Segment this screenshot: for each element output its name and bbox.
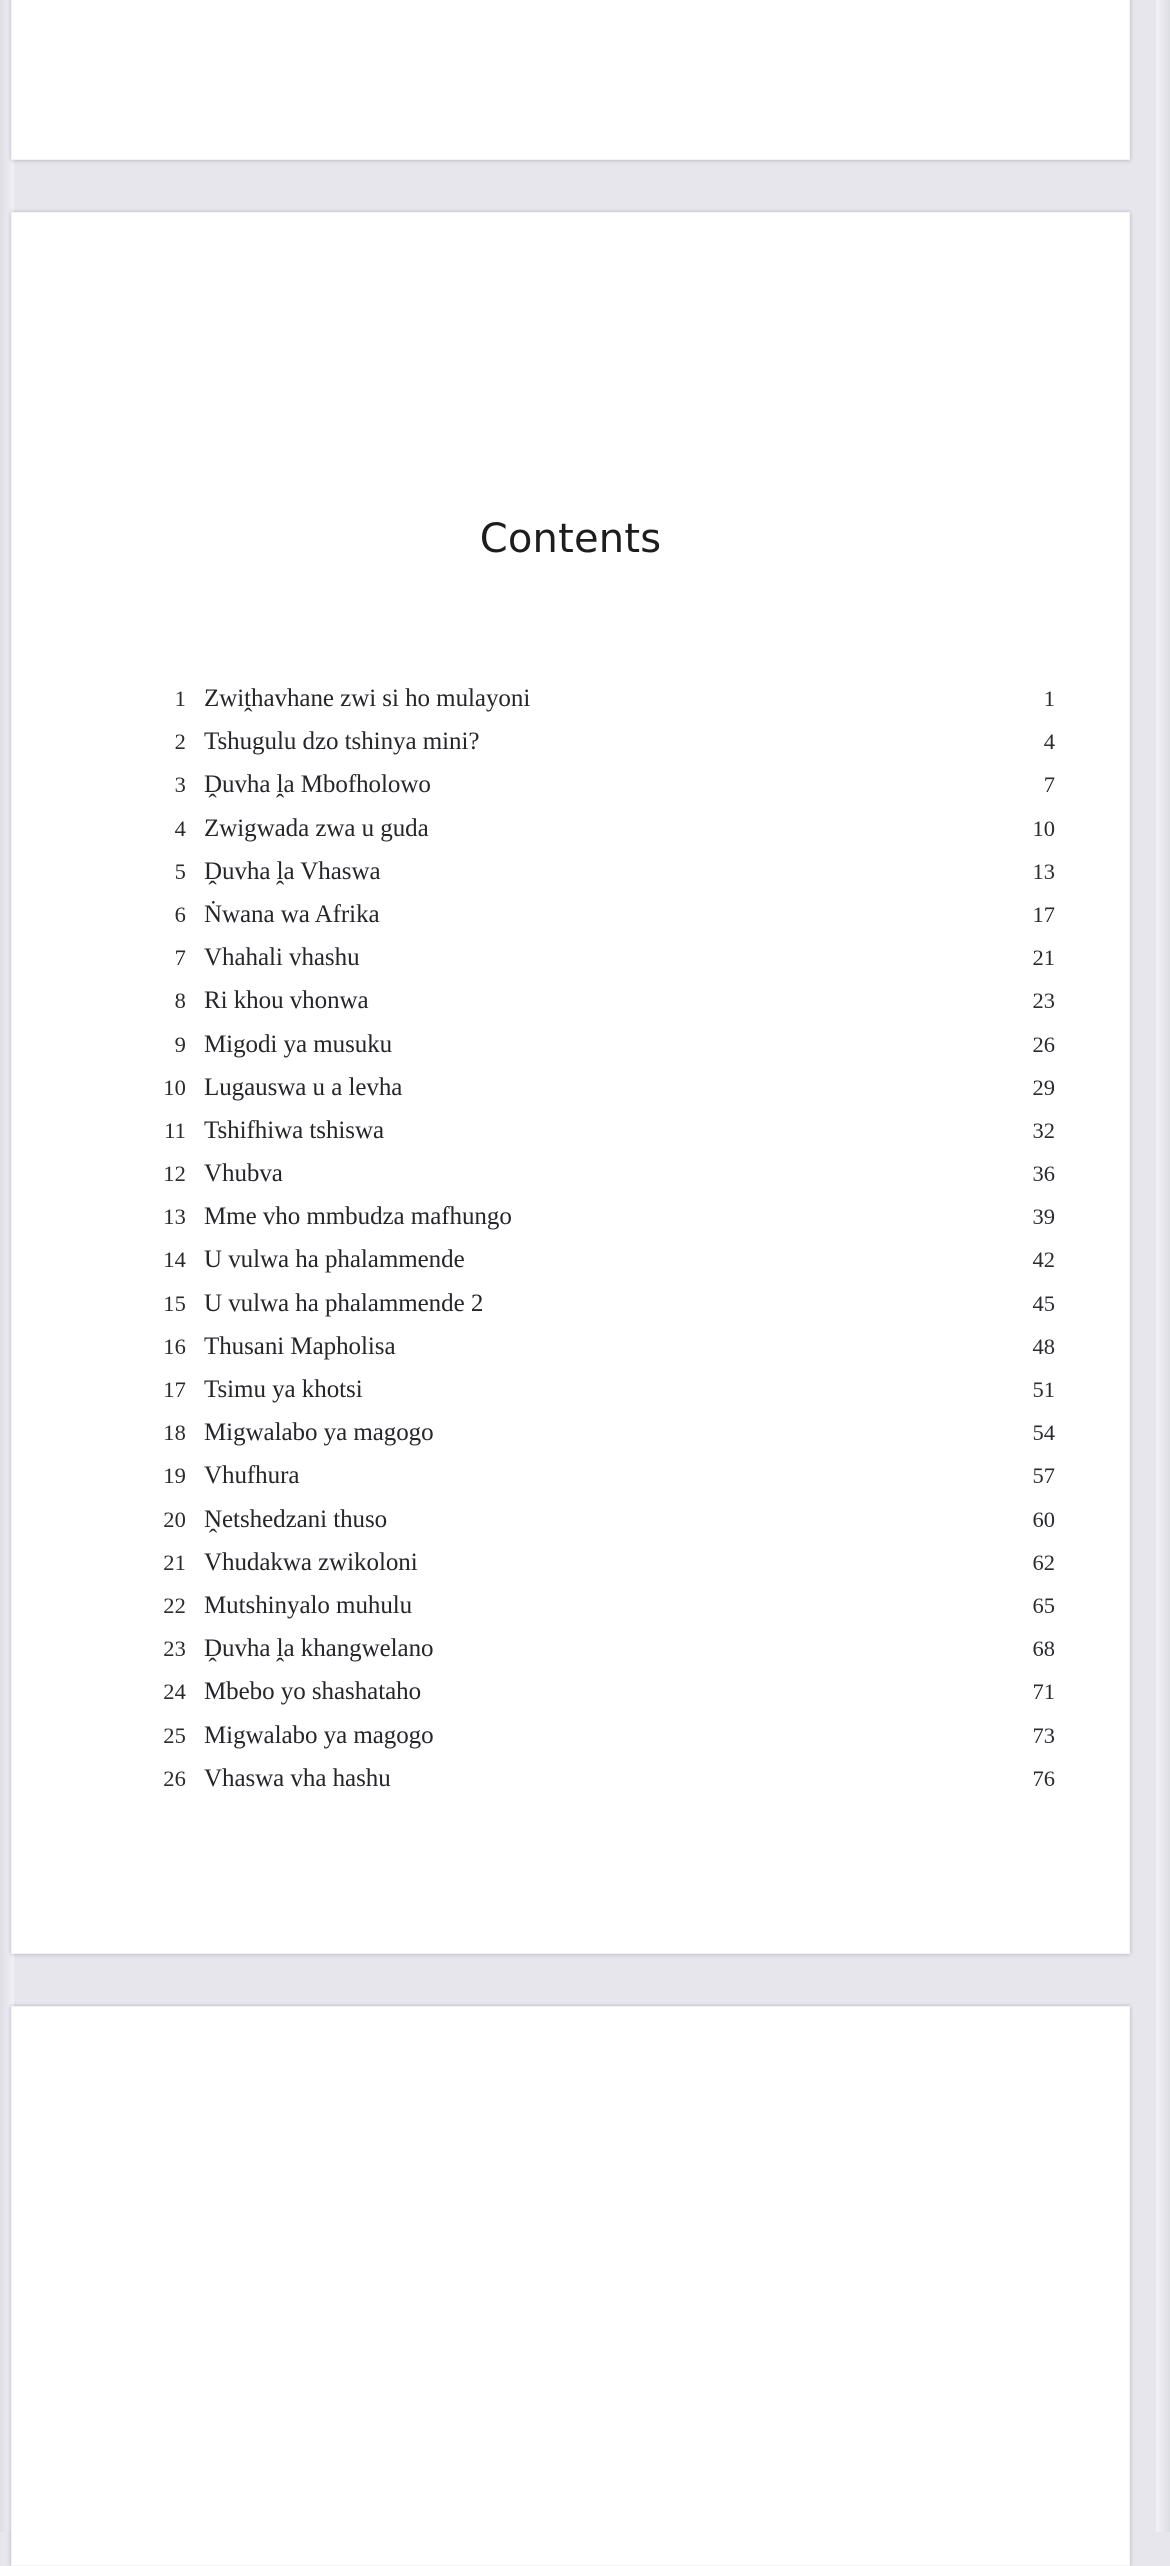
toc-entry[interactable] bbox=[140, 1376, 1055, 1419]
toc-entry-page-number: 26 bbox=[1032, 1031, 1055, 1057]
toc-entry-page-number: 21 bbox=[1032, 945, 1055, 971]
toc-entry[interactable] bbox=[140, 1333, 1055, 1376]
toc-entry-number: 11 bbox=[164, 1117, 186, 1143]
toc-entry[interactable] bbox=[140, 1678, 1055, 1721]
toc-entry-title[interactable]: Mme vho mmbudza mafhungo bbox=[204, 1203, 512, 1231]
toc-entry[interactable] bbox=[140, 1117, 1055, 1160]
toc-entry[interactable] bbox=[140, 1203, 1055, 1246]
toc-entry-page-number: 48 bbox=[1032, 1333, 1055, 1359]
toc-entry[interactable] bbox=[140, 1419, 1055, 1462]
toc-entry-title[interactable]: Vhudakwa zwikoloni bbox=[204, 1548, 418, 1576]
toc-entry[interactable] bbox=[140, 1462, 1055, 1505]
toc-entry-number: 8 bbox=[174, 988, 186, 1014]
toc-entry-page-number: 17 bbox=[1032, 901, 1055, 927]
toc-entry-number: 6 bbox=[174, 901, 186, 927]
toc-entry-title[interactable]: Thusani Mapholisa bbox=[204, 1332, 396, 1360]
toc-entry-page-number: 57 bbox=[1032, 1463, 1055, 1489]
toc-entry-title[interactable]: Tshugulu dzo tshinya mini? bbox=[204, 728, 480, 756]
toc-entry[interactable] bbox=[140, 1160, 1055, 1203]
toc-entry[interactable] bbox=[140, 1246, 1055, 1289]
toc-entry-number: 22 bbox=[163, 1592, 186, 1618]
toc-entry-page-number: 73 bbox=[1032, 1722, 1055, 1748]
toc-entry-number: 1 bbox=[174, 686, 186, 711]
toc-entry-page-number: 39 bbox=[1032, 1204, 1055, 1230]
toc-entry-number: 3 bbox=[174, 772, 186, 798]
toc-entry[interactable] bbox=[140, 815, 1055, 858]
toc-entry-page-number: 7 bbox=[1043, 772, 1055, 798]
toc-entry-title[interactable]: Zwiṱhavhane zwi si ho mulayoni bbox=[204, 685, 531, 712]
toc-entry[interactable] bbox=[140, 1031, 1055, 1074]
toc-entry-page-number: 60 bbox=[1032, 1506, 1055, 1532]
toc-entry-number: 23 bbox=[163, 1636, 186, 1662]
toc-entry-title[interactable]: Mbebo yo shashataho bbox=[204, 1678, 422, 1706]
page-title: Contents bbox=[479, 516, 662, 562]
toc-entry[interactable] bbox=[140, 858, 1055, 901]
toc-entry-page-number: 32 bbox=[1032, 1117, 1055, 1143]
toc-entry-number: 25 bbox=[163, 1722, 186, 1748]
toc-entry-number: 21 bbox=[163, 1549, 186, 1575]
toc-entry[interactable] bbox=[140, 1506, 1055, 1549]
toc-entry-page-number: 65 bbox=[1032, 1592, 1055, 1618]
toc-entry-number: 9 bbox=[174, 1031, 186, 1057]
toc-entry-number: 20 bbox=[163, 1506, 186, 1532]
toc-entry-number: 2 bbox=[174, 729, 186, 755]
toc-entry-title[interactable]: Migodi ya musuku bbox=[204, 1030, 393, 1058]
toc-entry-number: 12 bbox=[163, 1161, 186, 1187]
toc-entry-page-number: 10 bbox=[1032, 815, 1055, 841]
toc-entry-number: 26 bbox=[163, 1765, 186, 1791]
toc-entry-page-number: 23 bbox=[1032, 988, 1055, 1014]
toc-entry-title[interactable]: Vhahali vhashu bbox=[204, 944, 360, 972]
toc-entry[interactable] bbox=[140, 1549, 1055, 1592]
toc-entry[interactable] bbox=[140, 1722, 1055, 1765]
toc-entry-page-number: 62 bbox=[1032, 1549, 1055, 1575]
toc-entry[interactable] bbox=[140, 1290, 1055, 1333]
toc-entry-number: 18 bbox=[163, 1420, 186, 1446]
toc-entry-title[interactable]: Vhufhura bbox=[204, 1462, 300, 1490]
toc-entry[interactable] bbox=[140, 1765, 1055, 1808]
toc-entry-title[interactable]: Tsimu ya khotsi bbox=[204, 1376, 363, 1403]
toc-entry-number: 5 bbox=[174, 858, 186, 884]
toc-entry[interactable] bbox=[140, 728, 1055, 771]
toc-entry-page-number: 1 bbox=[1043, 686, 1055, 711]
toc-entry-title[interactable]: Migwalabo ya magogo bbox=[204, 1721, 434, 1749]
toc-entry-number: 16 bbox=[163, 1333, 186, 1359]
toc-entry-page-number: 29 bbox=[1032, 1074, 1055, 1100]
toc-entry-page-number: 13 bbox=[1032, 858, 1055, 884]
toc-entry-page-number: 76 bbox=[1032, 1765, 1055, 1791]
toc-entry-page-number: 68 bbox=[1032, 1636, 1055, 1662]
toc-entry-page-number: 51 bbox=[1032, 1377, 1055, 1402]
toc-entry-page-number: 36 bbox=[1032, 1161, 1055, 1187]
toc-entry[interactable] bbox=[140, 901, 1055, 944]
toc-entry-page-number: 71 bbox=[1032, 1679, 1055, 1705]
toc-entry-page-number: 45 bbox=[1032, 1290, 1055, 1316]
toc-entry[interactable] bbox=[140, 771, 1055, 814]
toc-entry-page-number: 54 bbox=[1032, 1420, 1055, 1446]
toc-entry-number: 15 bbox=[163, 1290, 186, 1316]
toc-entry-title[interactable]: Ri khou vhonwa bbox=[204, 987, 369, 1015]
toc-entry-title[interactable]: Ṅwana wa Afrika bbox=[204, 900, 380, 928]
table-of-contents bbox=[140, 685, 1055, 1808]
toc-entry-title[interactable]: Vhaswa vha hashu bbox=[204, 1764, 391, 1792]
toc-entry-number: 14 bbox=[163, 1247, 186, 1273]
page-sheet-next[interactable] bbox=[11, 2006, 1130, 2566]
toc-entry-number: 19 bbox=[163, 1463, 186, 1489]
toc-entry-title[interactable]: Vhubva bbox=[204, 1160, 283, 1188]
toc-entry[interactable] bbox=[140, 1074, 1055, 1117]
toc-entry-number: 4 bbox=[174, 815, 186, 841]
toc-entry-title[interactable]: Ṋetshedzani thuso bbox=[204, 1505, 388, 1533]
toc-entry-title[interactable]: Mutshinyalo muhulu bbox=[204, 1591, 413, 1619]
toc-entry-title[interactable]: Ḓuvha ḽa khangwelano bbox=[204, 1635, 434, 1663]
toc-entry-title[interactable]: U vulwa ha phalammende 2 bbox=[204, 1289, 484, 1317]
toc-entry-page-number: 4 bbox=[1043, 729, 1055, 755]
page-sheet-previous[interactable] bbox=[11, 0, 1130, 160]
toc-entry-number: 10 bbox=[163, 1074, 186, 1100]
toc-entry-title[interactable]: Ḓuvha ḽa Mbofholowo bbox=[204, 771, 431, 799]
toc-entry-title[interactable]: Lugauswa u a levha bbox=[204, 1073, 403, 1101]
toc-entry-title[interactable]: Ḓuvha ḽa Vhaswa bbox=[204, 857, 381, 885]
toc-entry-title[interactable]: Migwalabo ya magogo bbox=[204, 1419, 434, 1447]
toc-entry-title[interactable]: Tshifhiwa tshiswa bbox=[204, 1116, 385, 1144]
toc-entry[interactable] bbox=[140, 944, 1055, 987]
toc-entry-title[interactable]: Zwigwada zwa u guda bbox=[204, 814, 429, 842]
toc-entry-number: 17 bbox=[163, 1377, 186, 1402]
toc-entry-page-number: 42 bbox=[1032, 1247, 1055, 1273]
toc-entry[interactable] bbox=[140, 685, 1055, 728]
toc-entry-title[interactable]: U vulwa ha phalammende bbox=[204, 1246, 465, 1274]
toc-entry-number: 24 bbox=[163, 1679, 186, 1705]
toc-entry-number: 13 bbox=[163, 1204, 186, 1230]
page-content bbox=[12, 213, 1129, 1953]
page-sheet-contents[interactable] bbox=[11, 212, 1130, 1954]
toc-entry[interactable] bbox=[140, 1592, 1055, 1635]
toc-entry[interactable] bbox=[140, 1635, 1055, 1678]
toc-entry[interactable] bbox=[140, 987, 1055, 1030]
toc-entry-number: 7 bbox=[174, 945, 186, 971]
